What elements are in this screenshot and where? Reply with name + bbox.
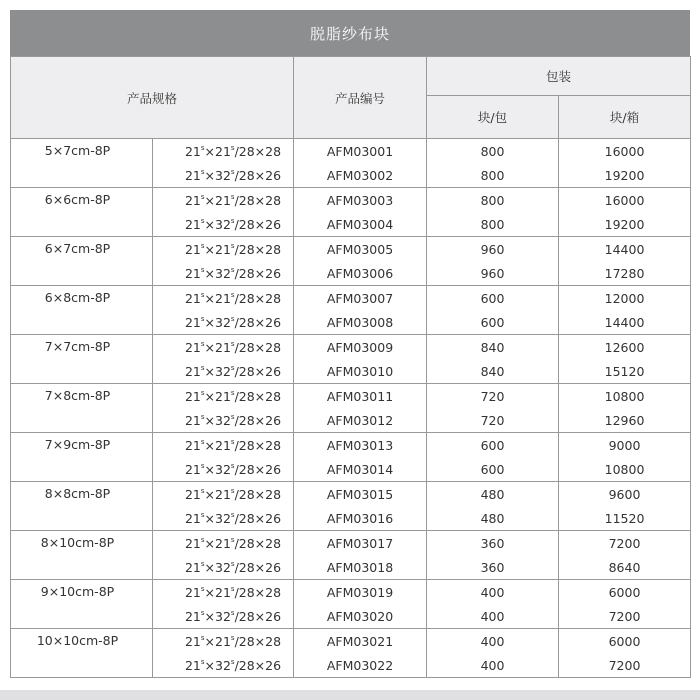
yarn-spec-cell xyxy=(153,139,294,164)
yarn-sup-b: s xyxy=(230,192,235,201)
yarn-count-a: 21 xyxy=(184,437,201,453)
yarn-density: /28×28 xyxy=(234,290,282,306)
header-per-bag: 块/包 xyxy=(427,96,559,139)
yarn-count-a: 21 xyxy=(184,535,201,551)
table-row xyxy=(11,433,691,458)
yarn-spec-cell xyxy=(153,237,294,262)
product-code-cell: AFM03020 xyxy=(294,604,427,629)
yarn-sup-b: s xyxy=(230,535,235,544)
yarn-density: /28×28 xyxy=(234,437,282,453)
product-code-cell: AFM03003 xyxy=(294,188,427,213)
yarn-density: /28×26 xyxy=(234,314,282,330)
table-row xyxy=(11,286,691,311)
per-bag-cell: 720 xyxy=(427,384,559,409)
yarn-times: × xyxy=(204,388,215,404)
yarn-count-a: 21 xyxy=(184,486,201,502)
yarn-count-a: 21 xyxy=(184,559,201,575)
yarn-count-a: 21 xyxy=(184,265,201,281)
yarn-count-a: 21 xyxy=(184,510,201,526)
header-packing: 包装 xyxy=(427,57,691,96)
per-box-cell: 7200 xyxy=(559,653,691,678)
size-cell: 10×10cm-8P xyxy=(11,629,153,678)
yarn-count-b: 32 xyxy=(215,167,231,183)
per-box-cell: 16000 xyxy=(559,139,691,164)
yarn-sup-a: s xyxy=(200,290,205,299)
yarn-sup-b: s xyxy=(230,608,235,617)
table-title: 脱脂纱布块 xyxy=(10,10,690,56)
per-box-cell: 19200 xyxy=(559,212,691,237)
per-box-cell: 8640 xyxy=(559,555,691,580)
yarn-sup-a: s xyxy=(200,486,205,495)
yarn-times: × xyxy=(204,584,215,600)
yarn-sup-a: s xyxy=(200,339,205,348)
product-code-cell: AFM03012 xyxy=(294,408,427,433)
size-cell: 7×7cm-8P xyxy=(11,335,153,384)
yarn-density: /28×26 xyxy=(234,363,282,379)
yarn-sup-b: s xyxy=(230,290,235,299)
table-row xyxy=(11,482,691,507)
size-cell: 6×7cm-8P xyxy=(11,237,153,286)
yarn-times: × xyxy=(204,290,215,306)
per-bag-cell: 840 xyxy=(427,359,559,384)
yarn-spec-cell xyxy=(153,604,294,629)
yarn-density: /28×28 xyxy=(234,192,282,208)
per-box-cell: 14400 xyxy=(559,310,691,335)
yarn-count-a: 21 xyxy=(184,657,201,673)
size-cell: 5×7cm-8P xyxy=(11,139,153,188)
product-code-cell: AFM03005 xyxy=(294,237,427,262)
size-cell: 9×10cm-8P xyxy=(11,580,153,629)
per-bag-cell: 800 xyxy=(427,163,559,188)
product-code-cell: AFM03011 xyxy=(294,384,427,409)
yarn-density: /28×26 xyxy=(234,608,282,624)
yarn-density: /28×28 xyxy=(234,339,282,355)
product-code-cell: AFM03018 xyxy=(294,555,427,580)
yarn-density: /28×26 xyxy=(234,265,282,281)
product-code-cell: AFM03009 xyxy=(294,335,427,360)
per-box-cell: 6000 xyxy=(559,629,691,654)
yarn-spec-cell xyxy=(153,359,294,384)
table-row xyxy=(11,629,691,654)
yarn-count-b: 32 xyxy=(215,657,231,673)
product-code-cell: AFM03004 xyxy=(294,212,427,237)
yarn-sup-a: s xyxy=(200,265,205,274)
yarn-count-b: 21 xyxy=(215,143,231,159)
product-code-cell: AFM03014 xyxy=(294,457,427,482)
yarn-sup-a: s xyxy=(200,584,205,593)
yarn-count-a: 21 xyxy=(184,412,201,428)
per-box-cell: 16000 xyxy=(559,188,691,213)
product-code-cell: AFM03006 xyxy=(294,261,427,286)
yarn-sup-a: s xyxy=(200,363,205,372)
per-box-cell: 10800 xyxy=(559,384,691,409)
yarn-density: /28×26 xyxy=(234,412,282,428)
header-per-box: 块/箱 xyxy=(559,96,691,139)
yarn-times: × xyxy=(204,608,215,624)
yarn-count-a: 21 xyxy=(184,608,201,624)
yarn-times: × xyxy=(204,461,215,477)
per-bag-cell: 480 xyxy=(427,482,559,507)
yarn-times: × xyxy=(204,167,215,183)
yarn-count-a: 21 xyxy=(184,192,201,208)
table-row xyxy=(11,580,691,605)
yarn-sup-b: s xyxy=(230,241,235,250)
yarn-sup-b: s xyxy=(230,363,235,372)
yarn-density: /28×28 xyxy=(234,535,282,551)
yarn-count-b: 32 xyxy=(215,461,231,477)
size-cell: 8×8cm-8P xyxy=(11,482,153,531)
yarn-spec-cell xyxy=(153,555,294,580)
per-box-cell: 17280 xyxy=(559,261,691,286)
size-cell: 6×6cm-8P xyxy=(11,188,153,237)
product-code-cell: AFM03022 xyxy=(294,653,427,678)
yarn-count-a: 21 xyxy=(184,633,201,649)
yarn-count-b: 21 xyxy=(215,388,231,404)
yarn-count-a: 21 xyxy=(184,388,201,404)
yarn-times: × xyxy=(204,437,215,453)
table-row xyxy=(11,335,691,360)
yarn-sup-b: s xyxy=(230,314,235,323)
yarn-spec-cell xyxy=(153,580,294,605)
per-bag-cell: 400 xyxy=(427,580,559,605)
yarn-sup-b: s xyxy=(230,143,235,152)
yarn-density: /28×28 xyxy=(234,486,282,502)
yarn-times: × xyxy=(204,314,215,330)
yarn-count-b: 32 xyxy=(215,216,231,232)
per-box-cell: 12600 xyxy=(559,335,691,360)
yarn-spec-cell xyxy=(153,286,294,311)
yarn-density: /28×28 xyxy=(234,633,282,649)
yarn-count-a: 21 xyxy=(184,584,201,600)
yarn-count-b: 21 xyxy=(215,584,231,600)
yarn-count-a: 21 xyxy=(184,143,201,159)
product-table-frame xyxy=(10,10,690,678)
per-bag-cell: 360 xyxy=(427,555,559,580)
yarn-count-b: 21 xyxy=(215,633,231,649)
product-code-cell: AFM03021 xyxy=(294,629,427,654)
yarn-density: /28×28 xyxy=(234,241,282,257)
table-row xyxy=(11,531,691,556)
yarn-count-b: 21 xyxy=(215,437,231,453)
per-box-cell: 10800 xyxy=(559,457,691,482)
yarn-times: × xyxy=(204,363,215,379)
yarn-times: × xyxy=(204,339,215,355)
per-box-cell: 19200 xyxy=(559,163,691,188)
yarn-sup-a: s xyxy=(200,559,205,568)
yarn-spec-cell xyxy=(153,261,294,286)
yarn-count-a: 21 xyxy=(184,339,201,355)
yarn-density: /28×28 xyxy=(234,388,282,404)
yarn-count-b: 32 xyxy=(215,510,231,526)
table-row xyxy=(11,188,691,213)
yarn-sup-b: s xyxy=(230,559,235,568)
per-box-cell: 14400 xyxy=(559,237,691,262)
product-code-cell: AFM03017 xyxy=(294,531,427,556)
yarn-sup-b: s xyxy=(230,167,235,176)
yarn-sup-a: s xyxy=(200,314,205,323)
per-box-cell: 9000 xyxy=(559,433,691,458)
product-table xyxy=(10,56,691,678)
product-code-cell: AFM03010 xyxy=(294,359,427,384)
per-box-cell: 11520 xyxy=(559,506,691,531)
yarn-sup-a: s xyxy=(200,143,205,152)
per-box-cell: 7200 xyxy=(559,604,691,629)
yarn-density: /28×26 xyxy=(234,167,282,183)
per-bag-cell: 720 xyxy=(427,408,559,433)
table-row xyxy=(11,237,691,262)
yarn-count-b: 32 xyxy=(215,559,231,575)
per-bag-cell: 600 xyxy=(427,286,559,311)
size-cell: 7×8cm-8P xyxy=(11,384,153,433)
yarn-density: /28×28 xyxy=(234,143,282,159)
per-bag-cell: 480 xyxy=(427,506,559,531)
yarn-sup-b: s xyxy=(230,510,235,519)
yarn-spec-cell xyxy=(153,310,294,335)
yarn-sup-b: s xyxy=(230,657,235,666)
per-bag-cell: 600 xyxy=(427,433,559,458)
yarn-count-b: 21 xyxy=(215,535,231,551)
yarn-spec-cell xyxy=(153,384,294,409)
yarn-count-a: 21 xyxy=(184,167,201,183)
table-body xyxy=(11,139,691,678)
header-spec: 产品规格 xyxy=(11,57,294,139)
product-code-cell: AFM03008 xyxy=(294,310,427,335)
per-bag-cell: 800 xyxy=(427,212,559,237)
yarn-count-b: 32 xyxy=(215,314,231,330)
size-cell: 7×9cm-8P xyxy=(11,433,153,482)
yarn-spec-cell xyxy=(153,433,294,458)
product-code-cell: AFM03015 xyxy=(294,482,427,507)
yarn-count-b: 32 xyxy=(215,412,231,428)
yarn-density: /28×26 xyxy=(234,510,282,526)
yarn-spec-cell xyxy=(153,163,294,188)
yarn-sup-a: s xyxy=(200,167,205,176)
yarn-times: × xyxy=(204,265,215,281)
per-box-cell: 7200 xyxy=(559,531,691,556)
yarn-sup-b: s xyxy=(230,486,235,495)
yarn-sup-a: s xyxy=(200,461,205,470)
per-bag-cell: 960 xyxy=(427,237,559,262)
yarn-times: × xyxy=(204,192,215,208)
per-bag-cell: 360 xyxy=(427,531,559,556)
per-box-cell: 12000 xyxy=(559,286,691,311)
yarn-sup-a: s xyxy=(200,535,205,544)
yarn-sup-b: s xyxy=(230,339,235,348)
yarn-density: /28×26 xyxy=(234,559,282,575)
per-bag-cell: 400 xyxy=(427,629,559,654)
yarn-times: × xyxy=(204,633,215,649)
yarn-count-b: 32 xyxy=(215,608,231,624)
yarn-count-b: 21 xyxy=(215,192,231,208)
yarn-sup-b: s xyxy=(230,388,235,397)
yarn-density: /28×26 xyxy=(234,461,282,477)
product-code-cell: AFM03007 xyxy=(294,286,427,311)
per-box-cell: 6000 xyxy=(559,580,691,605)
per-bag-cell: 600 xyxy=(427,310,559,335)
product-code-cell: AFM03016 xyxy=(294,506,427,531)
yarn-count-b: 21 xyxy=(215,486,231,502)
bottom-strip xyxy=(0,690,700,700)
size-cell: 8×10cm-8P xyxy=(11,531,153,580)
yarn-count-a: 21 xyxy=(184,314,201,330)
header-code: 产品编号 xyxy=(294,57,427,139)
yarn-sup-a: s xyxy=(200,608,205,617)
yarn-density: /28×26 xyxy=(234,657,282,673)
yarn-sup-b: s xyxy=(230,584,235,593)
yarn-sup-b: s xyxy=(230,216,235,225)
yarn-times: × xyxy=(204,412,215,428)
yarn-count-a: 21 xyxy=(184,363,201,379)
per-bag-cell: 600 xyxy=(427,457,559,482)
per-bag-cell: 840 xyxy=(427,335,559,360)
yarn-spec-cell xyxy=(153,653,294,678)
yarn-sup-a: s xyxy=(200,216,205,225)
yarn-sup-a: s xyxy=(200,437,205,446)
yarn-count-a: 21 xyxy=(184,241,201,257)
yarn-sup-b: s xyxy=(230,412,235,421)
size-cell: 6×8cm-8P xyxy=(11,286,153,335)
yarn-sup-b: s xyxy=(230,265,235,274)
yarn-spec-cell xyxy=(153,506,294,531)
yarn-spec-cell xyxy=(153,408,294,433)
yarn-spec-cell xyxy=(153,629,294,654)
product-code-cell: AFM03019 xyxy=(294,580,427,605)
yarn-times: × xyxy=(204,657,215,673)
yarn-density: /28×28 xyxy=(234,584,282,600)
per-bag-cell: 400 xyxy=(427,653,559,678)
table-row xyxy=(11,384,691,409)
product-code-cell: AFM03001 xyxy=(294,139,427,164)
yarn-times: × xyxy=(204,216,215,232)
product-code-cell: AFM03002 xyxy=(294,163,427,188)
per-bag-cell: 400 xyxy=(427,604,559,629)
per-bag-cell: 800 xyxy=(427,188,559,213)
per-bag-cell: 800 xyxy=(427,139,559,164)
per-box-cell: 9600 xyxy=(559,482,691,507)
yarn-count-b: 32 xyxy=(215,363,231,379)
yarn-sup-a: s xyxy=(200,412,205,421)
yarn-times: × xyxy=(204,510,215,526)
per-box-cell: 15120 xyxy=(559,359,691,384)
yarn-times: × xyxy=(204,143,215,159)
per-box-cell: 12960 xyxy=(559,408,691,433)
yarn-times: × xyxy=(204,559,215,575)
yarn-times: × xyxy=(204,535,215,551)
yarn-count-a: 21 xyxy=(184,216,201,232)
yarn-sup-b: s xyxy=(230,437,235,446)
yarn-count-b: 21 xyxy=(215,339,231,355)
yarn-sup-a: s xyxy=(200,657,205,666)
product-code-cell: AFM03013 xyxy=(294,433,427,458)
yarn-spec-cell xyxy=(153,457,294,482)
yarn-spec-cell xyxy=(153,188,294,213)
yarn-sup-b: s xyxy=(230,633,235,642)
yarn-sup-a: s xyxy=(200,388,205,397)
yarn-spec-cell xyxy=(153,212,294,237)
yarn-sup-a: s xyxy=(200,510,205,519)
yarn-density: /28×26 xyxy=(234,216,282,232)
yarn-times: × xyxy=(204,241,215,257)
yarn-count-b: 21 xyxy=(215,241,231,257)
yarn-count-a: 21 xyxy=(184,290,201,306)
yarn-count-b: 21 xyxy=(215,290,231,306)
yarn-times: × xyxy=(204,486,215,502)
yarn-sup-a: s xyxy=(200,192,205,201)
yarn-sup-a: s xyxy=(200,241,205,250)
yarn-count-b: 32 xyxy=(215,265,231,281)
yarn-sup-b: s xyxy=(230,461,235,470)
yarn-sup-a: s xyxy=(200,633,205,642)
per-bag-cell: 960 xyxy=(427,261,559,286)
table-row xyxy=(11,139,691,164)
yarn-spec-cell xyxy=(153,335,294,360)
yarn-count-a: 21 xyxy=(184,461,201,477)
yarn-spec-cell xyxy=(153,482,294,507)
yarn-spec-cell xyxy=(153,531,294,556)
